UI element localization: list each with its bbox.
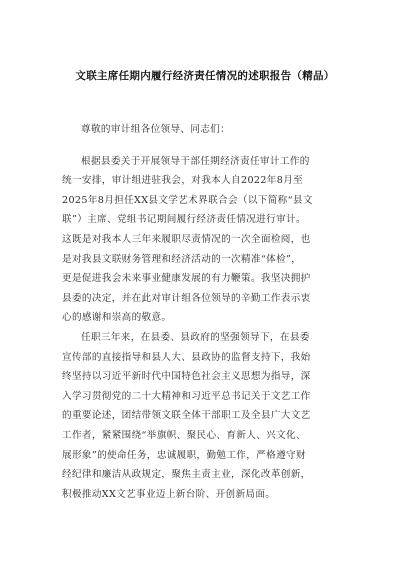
paragraph-line: 展形象”的使命任务，忠诚履职，勤勉工作，严格遵守财 (62, 449, 306, 461)
paragraph-2 (62, 328, 362, 504)
document-title: 文联主席任期内履行经济责任情况的述职报告（精品） (75, 70, 335, 82)
paragraph-line: 的重要论述，团结带领文联全体干部职工及全县广大文艺 (62, 410, 311, 422)
paragraph-line: 这既是对我本人三年来履职尽责情况的一次全面检阅，也 (62, 233, 311, 245)
paragraph-line: 2025年8月担任XX县文学艺术界联合会（以下简称“县文 (62, 194, 313, 206)
paragraph-line: 是对我县文联财务管理和经济活动的一次精准“体检”， (62, 253, 302, 265)
paragraph-line: 心的感谢和崇高的敬意。 (62, 312, 172, 324)
paragraph-line: 工作者，紧紧围绕“举旗帜、聚民心、育新人、兴文化、 (62, 429, 306, 441)
document-body (62, 120, 362, 504)
paragraph-line: 宣传部的直接指导和县人大、县政协的监督支持下，我始 (62, 351, 311, 363)
paragraph-line: 积极推动XX文艺事业迈上新台阶、开创新局面。 (62, 488, 276, 500)
paragraph-line: 经纪律和廉洁从政规定，聚焦主责主业，深化改革创新， (62, 469, 311, 481)
paragraph-line: 入学习贯彻党的二十大精神和习近平总书记关于文艺工作 (62, 390, 311, 402)
paragraph-line: 联”）主席、党组书记期间履行经济责任情况进行审计。 (62, 214, 306, 226)
paragraph-line: 县委的决定，并在此对审计组各位领导的辛勤工作表示衷 (62, 292, 311, 304)
paragraph-line: 更是促进我会未来事业健康发展的有力鞭策。我坚决拥护 (62, 273, 311, 285)
paragraph-1 (62, 152, 362, 328)
paragraph-line: 根据县委关于开展领导干部任期经济责任审计工作的 (81, 155, 310, 167)
paragraph-line: 统一安排，审计组进驻我会，对我本人自2022年8月至 (62, 175, 304, 187)
paragraph-line: 终坚持以习近平新时代中国特色社会主义思想为指导，深 (62, 371, 311, 383)
greeting-line: 尊敬的审计组各位领导、同志们： (81, 124, 231, 135)
paragraph-line: 任职三年来，在县委、县政府的坚强领导下，在县委 (81, 331, 310, 343)
